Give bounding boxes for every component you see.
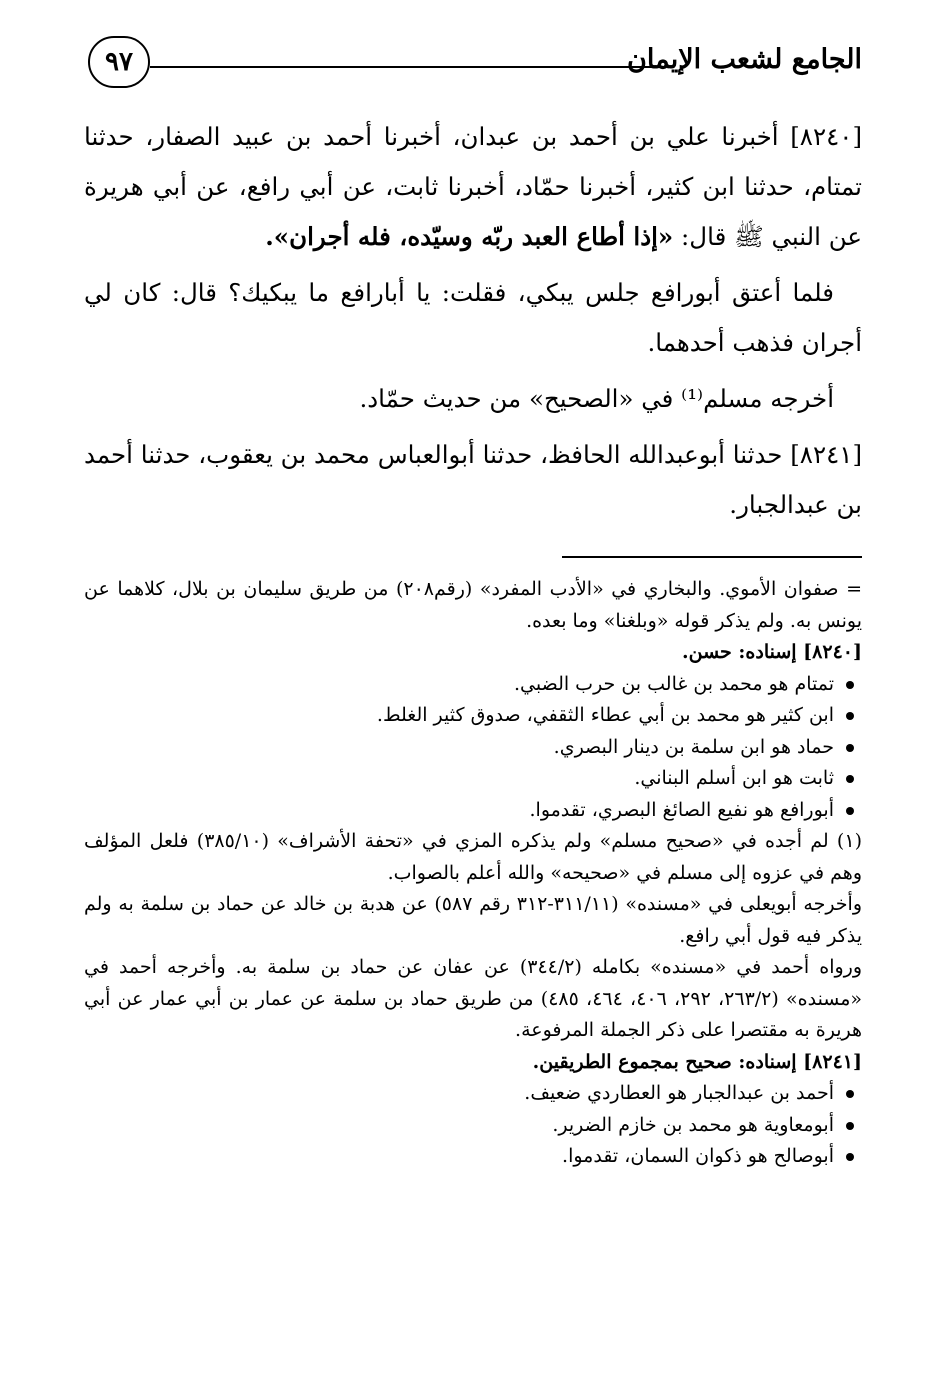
narrator-list-8240 xyxy=(84,669,862,827)
header-rule xyxy=(150,66,662,68)
page-header xyxy=(88,36,862,96)
footnote-1: (١) لم أجده في «صحيح مسلم» ولم يذكره المزي في «تحفة الأشراف» (٣٨٥/١٠) فلعل المؤلف وهم في عزوه إلى مسلم في «صحيحه» والله أعلم بالصواب. xyxy=(84,830,862,884)
bullet-icon xyxy=(846,681,854,689)
hadith-8241: [٨٢٤١] حدثنا أبوعبدالله الحافظ، حدثنا أبوالعباس محمد بن يعقوب، حدثنا أحمد بن عبدالجبار. xyxy=(84,440,862,519)
bullet-icon xyxy=(846,1122,854,1130)
running-title: الجامع لشعب الإيمان xyxy=(627,44,862,75)
list-item: ابن كثير هو محمد بن أبي عطاء الثقفي، صدوق كثير الغلط. xyxy=(84,700,834,732)
bullet-icon xyxy=(846,1090,854,1098)
list-item: حماد هو ابن سلمة بن دينار البصري. xyxy=(84,732,834,764)
bullet-icon xyxy=(846,1153,854,1161)
takhrij-muslim: أخرجه مسلم⁽¹⁾ في «الصحيح» من حديث حمّاد. xyxy=(359,384,834,413)
list-item: أحمد بن عبدالجبار هو العطاردي ضعيف. xyxy=(84,1078,834,1110)
footnote-separator xyxy=(562,556,862,558)
abu-rafi-story: فلما أعتق أبورافع جلس يبكي، فقلت: يا أبارافع ما يبكيك؟ قال: كان لي أجران فذهب أحدهما. xyxy=(84,278,862,357)
bullet-icon xyxy=(846,807,854,815)
list-item: أبوصالح هو ذكوان السمان، تقدموا. xyxy=(84,1141,834,1173)
page-number: ٩٧ xyxy=(88,36,150,88)
footnote-1-abu-yala: وأخرجه أبويعلى في «مسنده» (٣١١/١١-٣١٢ رقم ٥٨٧) عن هدبة بن خالد عن حماد بن سلمة به ولم يذكر فيه قول أبي رافع. xyxy=(84,893,863,947)
main-text xyxy=(84,112,862,536)
isnad-grade-8241: [٨٢٤١] إسناده: صحيح بمجموع الطريقين. xyxy=(532,1050,862,1073)
bullet-icon xyxy=(846,775,854,783)
list-item: أبومعاوية هو محمد بن خازم الضرير. xyxy=(84,1110,834,1142)
list-item: ثابت هو ابن أسلم البناني. xyxy=(84,763,834,795)
hadith-8240 xyxy=(84,112,862,262)
isnad-grade-8240: [٨٢٤٠] إسناده: حسن. xyxy=(682,641,862,663)
footnote-continuation: = صفوان الأموي. والبخاري في «الأدب المفرد» (رقم٢٠٨) من طريق سليمان بن بلال، كلاهما عن يونس به. ولم يذكر قوله «وبلغنا» وما بعده. xyxy=(84,578,863,632)
narrator-list-8241 xyxy=(84,1078,862,1173)
hadith-8240-matn: «إذا أطاع العبد ربّه وسيّده، فله أجران». xyxy=(265,222,674,251)
bullet-icon xyxy=(846,744,854,752)
footnote-1-ahmad: ورواه أحمد في «مسنده» بكامله (٣٤٤/٢) عن عفان عن حماد بن سلمة به. وأخرجه أحمد في «مسنده» (٢٦٣/٢، ٢٩٢، ٤٠٦، ٤٦٤، ٤٨٥) من طريق حماد بن سلمة عن عمار بن أبي عمار عن أبي هريرة به مقتصرا على ذكر الجملة المرفوعة. xyxy=(84,956,863,1041)
list-item: تمتام هو محمد بن غالب بن حرب الضبي. xyxy=(84,669,834,701)
list-item: أبورافع هو نفيع الصائغ البصري، تقدموا. xyxy=(84,795,834,827)
footnotes xyxy=(84,574,862,1173)
bullet-icon xyxy=(846,712,854,720)
hadith-8240-isnad: [٨٢٤٠] أخبرنا علي بن أحمد بن عبدان، أخبرنا أحمد بن عبيد الصفار، حدثنا تمتام، حدثنا ابن كثير، أخبرنا حمّاد، أخبرنا ثابت، عن أبي رافع، عن أبي هريرة عن النبي ﷺ قال: xyxy=(84,122,862,251)
